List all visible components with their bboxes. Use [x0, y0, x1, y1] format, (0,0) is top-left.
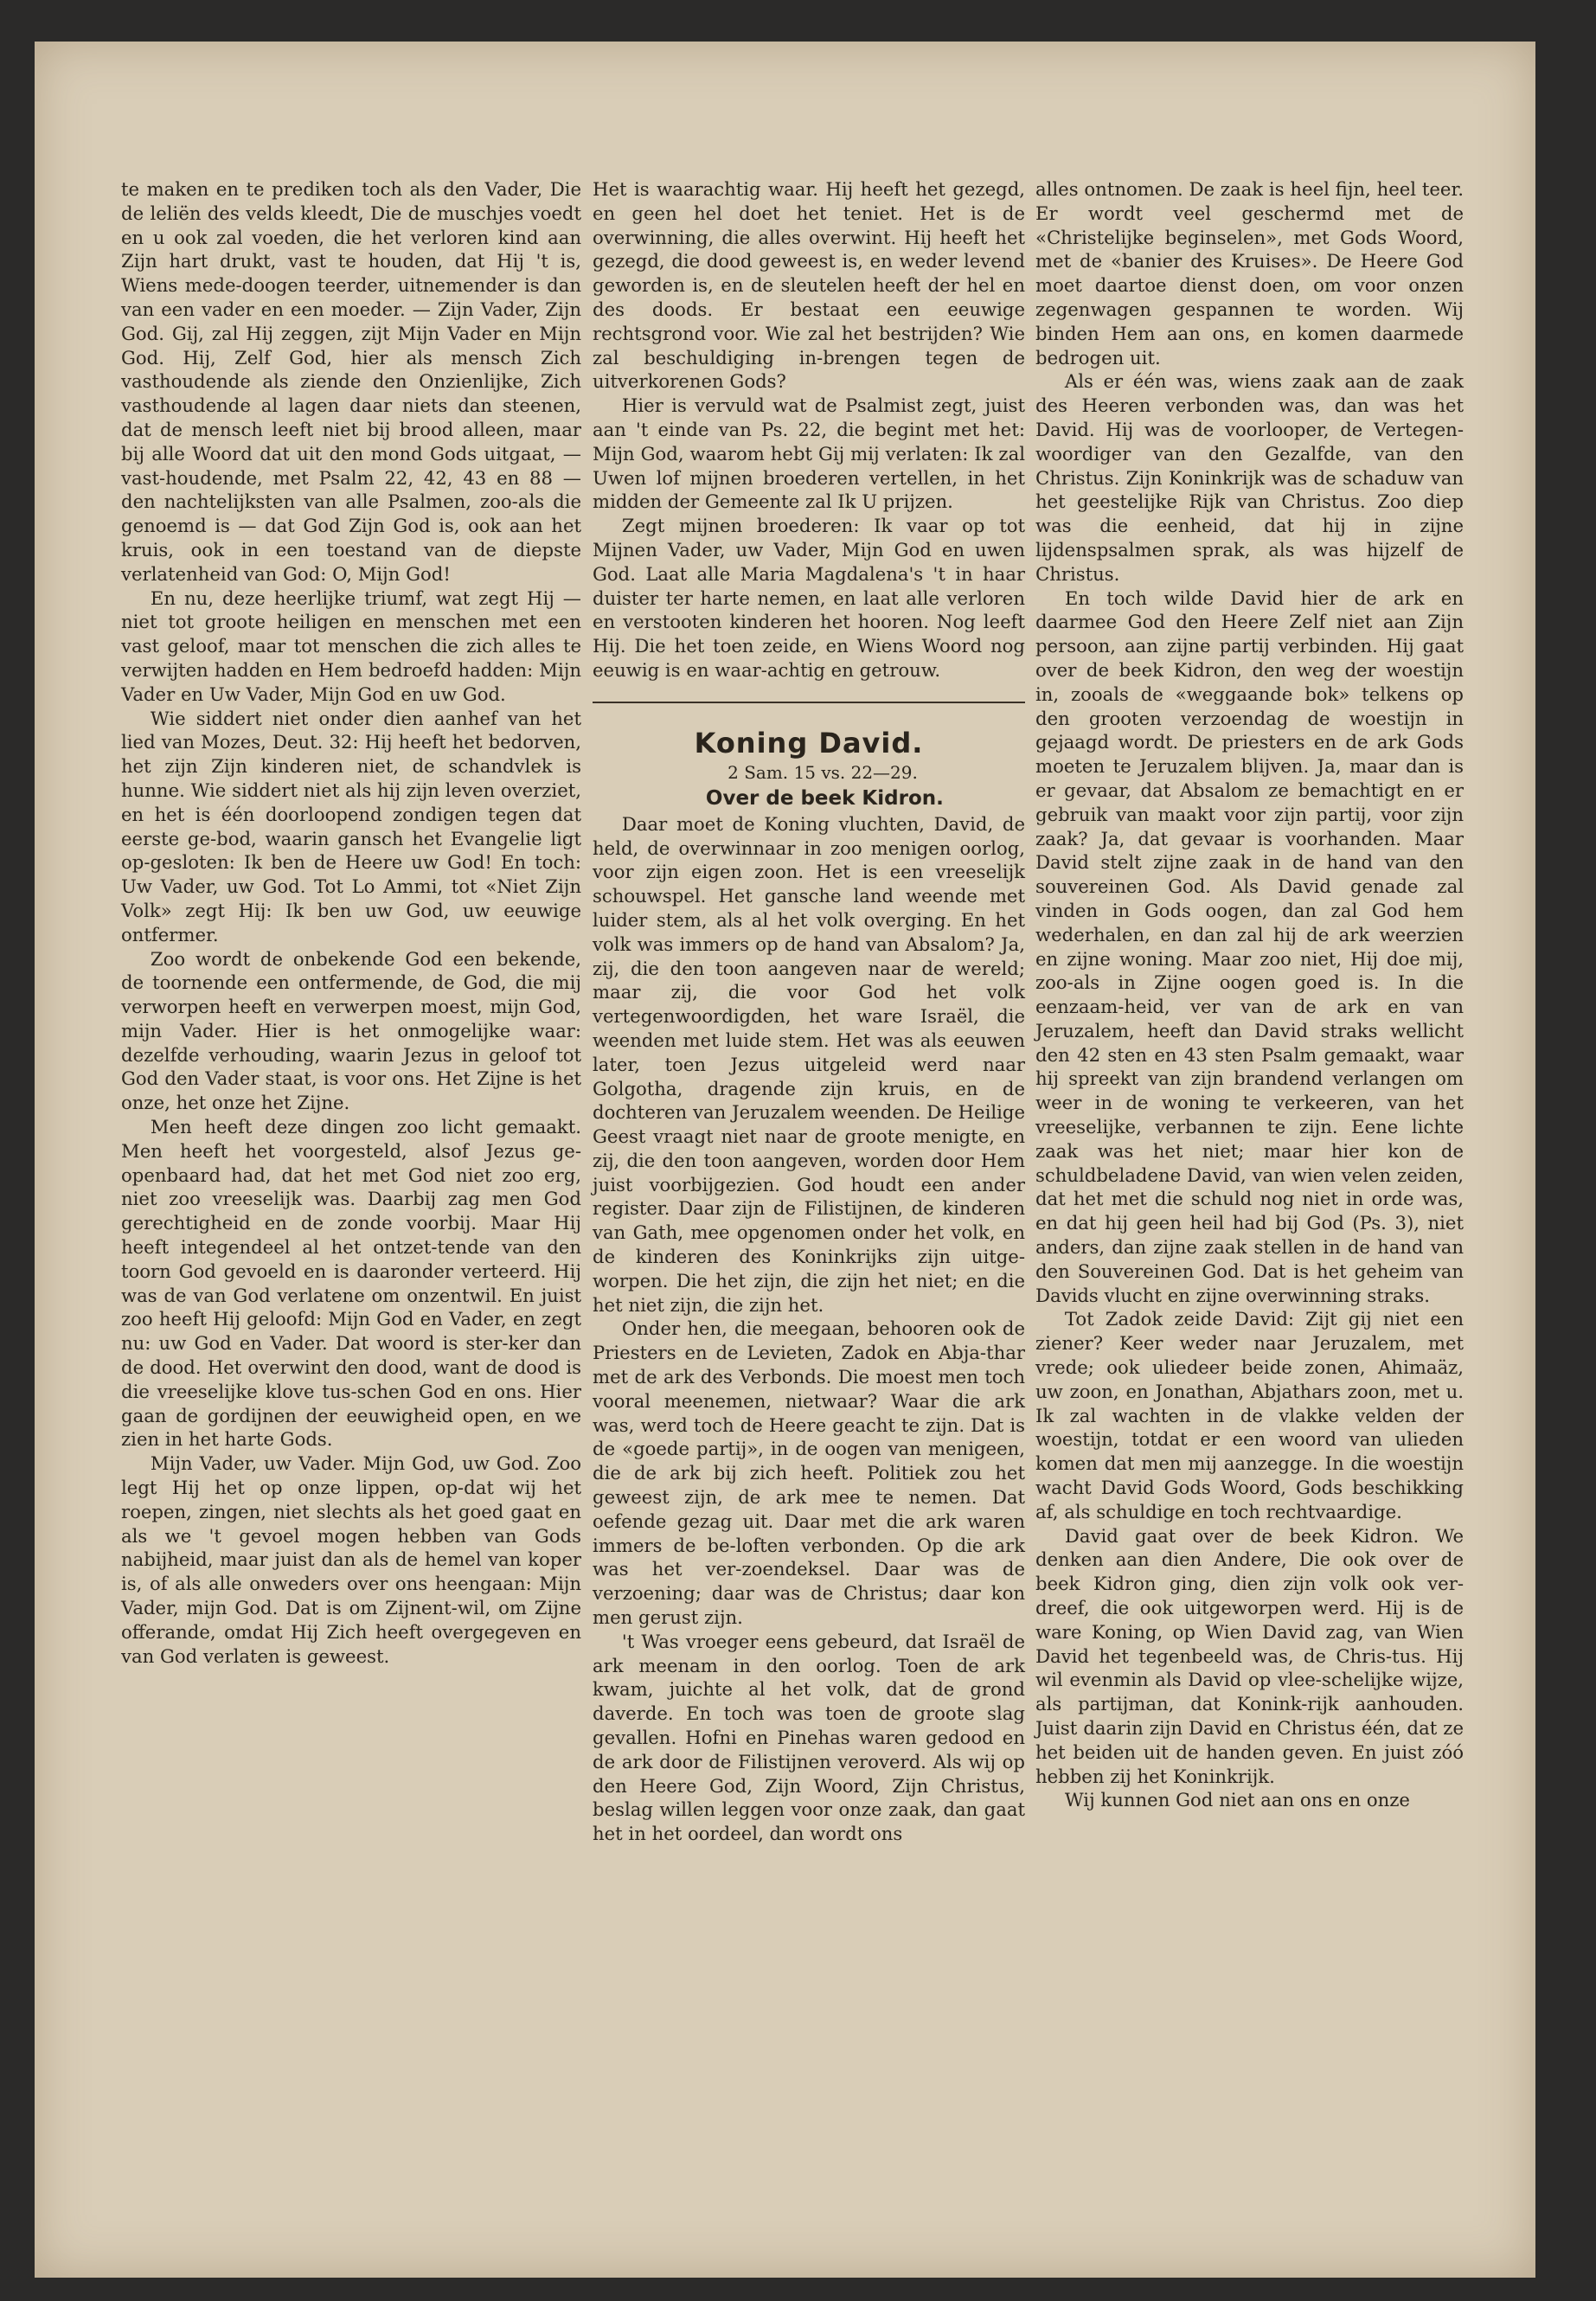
paragraph: Mijn Vader, uw Vader. Mijn God, uw God. Zoo legt Hij het op onze lippen, op-dat wij het roepen, zingen, niet slechts als het goed gaat en als we 't gevoel mogen hebben van Gods nabijheid, maar juist dan als de hemel van koper is, of als alle onweders over ons heengaan: Mijn Vader, mijn God. Dat is om Zijnent-wil, om Zijne offerande, omdat Hij Zich heeft overgegeven en van God verlaten is geweest. [121, 1452, 581, 1667]
section-divider [593, 702, 1025, 703]
paragraph: Hier is vervuld wat de Psalmist zegt, juist aan 't einde van Ps. 22, die begint met het: Mijn God, waarom hebt Gij mij verlaten: Ik zal Uwen lof mijnen broederen vertellen, in het midden der Gemeente zal Ik U prijzen. [593, 394, 1025, 513]
paragraph: Wie siddert niet onder dien aanhef van het lied van Mozes, Deut. 32: Hij heeft het bedorven, het zijn Zijn kinderen niet, de schandvlek is hunne. Wie siddert niet als hij zijn leven overziet, en het is één doorloopend zondigen tegen dat eerste ge-bod, waarin gansch het Evangelie ligt op-gesloten: Ik ben de Heere uw God! En toch: Uw Vader, uw God. Tot Lo Ammi, tot «Niet Zijn Volk» zegt Hij: Ik ben uw God, uw eeuwige ontfermer. [121, 707, 581, 945]
paragraph: Wij kunnen God niet aan ons en onze [1064, 1789, 1410, 1811]
column-middle [593, 177, 1025, 1846]
paragraph: Zegt mijnen broederen: Ik vaar op tot Mijnen Vader, uw Vader, Mijn God en uwen God. Laat alle Maria Magdalena's 't in haar duister ter harte nemen, en laat alle verloren en verstooten kinderen het hooren. Nog leeft Hij. Die het toen zeide, en Wiens Woord nog eeuwig is en waar-achtig en getrouw. [593, 515, 1025, 681]
column-right [1035, 177, 1464, 1812]
paragraph: Tot Zadok zeide David: Zijt gij niet een ziener? Keer weder naar Jeruzalem, met vrede; ook uliedeer beide zonen, Ahimaäz, uw zoon, en Jonathan, Abjathars zoon, met u. Ik zal wachten in de vlakke velden der woestijn, totdat er een woord van ulieden komen dat men mij aanzegge. In die woestijn wacht David Gods Woord, Gods beschikking af, als schuldige en toch rechtvaardige. [1035, 1308, 1464, 1522]
scripture-reference: 2 Sam. 15 vs. 22—29. [727, 761, 918, 783]
column-left [121, 177, 581, 1668]
paragraph: Als er één was, wiens zaak aan de zaak des Heeren verbonden was, dan was het David. Hij was de voorlooper, de Vertegen-woordiger van den Gezalfde, van den Christus. Zijn Koninkrijk was de schaduw van het geestelijke Rijk van Christus. Zoo diep was die eenheid, dat hij in zijne lijdenspsalmen sprak, als was hijzelf de Christus. [1035, 370, 1464, 585]
paragraph: alles ontnomen. De zaak is heel fijn, heel teer. Er wordt veel geschermd met de «Christelijke beginselen», met Gods Woord, met de «banier des Kruises». De Heere God moet daartoe dienst doen, om voor onzen zegenwagen gespannen te worden. Wij binden Hem aan ons, en komen daarmede bedrogen uit. [1035, 178, 1464, 369]
paragraph: Men heeft deze dingen zoo licht gemaakt. Men heeft het voorgesteld, alsof Jezus ge-openbaard had, dat het met God niet zoo erg, niet zoo vreeselijk was. Daarbij zag men God gerechtigheid en de zonde voorbij. Maar Hij heeft integendeel al het ontzet-tende van den toorn God gevoeld en is daaronder verteerd. Hij was de van God verlatene om onzentwil. En juist zoo heeft Hij geloofd: Mijn God en Vader, en zegt nu: uw God en Vader. Dat woord is ster-ker dan de dood. Het overwint den dood, want de dood is die vreeselijke klove tus-schen God en ons. Hier gaan de gordijnen der eeuwigheid open, en we zien in het harte Gods. [121, 1116, 581, 1451]
article-subtitle: Over de beek Kidron. [705, 786, 944, 810]
paragraph: Onder hen, die meegaan, behooren ook de Priesters en de Levieten, Zadok en Abja-thar met de ark des Verbonds. Die moest men toch vooral meenemen, nietwaar? Waar die ark was, werd toch de Heere geacht te zijn. Dat is de «goede partij», in de oogen van menigeen, die de ark bij zich heeft. Politiek zou het geweest zijn, de ark mee te nemen. Dat oefende gezag uit. Daar met die ark waren immers de be-loften verbonden. Op die ark was het ver-zoendeksel. Daar was de verzoening; daar was de Christus; daar kon men gerust zijn. [593, 1317, 1025, 1629]
paragraph: te maken en te prediken toch als den Vader, Die de leliën des velds kleedt, Die de muschjes voedt en u ook zal voeden, die het verloren kind aan Zijn hart drukt, vast te houden, dat Hij 't is, Wiens mede-doogen teerder, uitnemender is dan van een vader en een moeder. — Zijn Vader, Zijn God. Gij, zal Hij zeggen, zijt Mijn Vader en Mijn God. Hij, Zelf God, hier als mensch Zich vasthoudende als ziende den Onzienlijke, Zich vasthoudende al lagen daar niets dan steenen, dat de mensch leeft niet bij brood alleen, maar bij alle Woord dat uit den mond Gods uitgaat, — vast-houdende, met Psalm 22, 42, 43 en 88 — den nachtelijksten van alle Psalmen, zoo-als die genoemd is — dat God Zijn God is, ook aan het kruis, ook in een toestand van de diepste verlatenheid van God: O, Mijn God! [121, 178, 581, 585]
paragraph: Het is waarachtig waar. Hij heeft het gezegd, en geen hel doet het teniet. Het is de overwinning, die alles overwint. Hij heeft het gezegd, die dood geweest is, en weder levend geworden is, en de sleutelen heeft der hel en des doods. Er bestaat een eeuwige rechtsgrond voor. Wie zal het bestrijden? Wie zal beschuldiging in-brengen tegen de uitverkorenen Gods? [593, 178, 1025, 393]
paragraph: 't Was vroeger eens gebeurd, dat Israël de ark meenam in den oorlog. Toen de ark kwam, juichte al het volk, dat de grond daverde. En toch was toen de groote slag gevallen. Hofni en Pinehas waren gedood en de ark door de Filistijnen veroverd. Als wij op den Heere God, Zijn Woord, Zijn Christus, beslag willen leggen voor onze zaak, dan gaat het in het oordeel, dan wordt ons [593, 1630, 1025, 1845]
article-title: Koning David. [694, 726, 924, 760]
paragraph: David gaat over de beek Kidron. We denken aan dien Andere, Die ook over de beek Kidron ging, dien zijn volk ook ver-dreef, die ook uitgeworpen werd. Hij is de ware Koning, op Wien David zag, van Wien David het tegenbeeld was, de Chris-tus. Hij wil evenmin als David op vlee-schelijke wijze, als partijman, dat Konink-rijk aanhouden. Juist daarin zijn David en Christus één, dat ze het beiden uit de handen geven. En juist zóó hebben zij het Koninkrijk. [1035, 1524, 1464, 1787]
paragraph: Zoo wordt de onbekende God een bekende, de toornende een ontfermende, de God, die mij verworpen heeft en verwerpen moest, mijn God, mijn Vader. Hier is het onmogelijke waar: dezelfde verhouding, waarin Jezus in geloof tot God den Vader staat, is voor ons. Het Zijne is het onze, het onze het Zijne. [121, 947, 581, 1114]
paragraph: En nu, deze heerlijke triumf, wat zegt Hij — niet tot groote heiligen en menschen met een vast geloof, maar tot menschen die zich alles te verwijten hadden en Hem bedroefd hadden: Mijn Vader en Uw Vader, Mijn God en uw God. [121, 586, 581, 705]
paragraph: En toch wilde David hier de ark en daarmee God den Heere Zelf niet aan Zijn persoon, aan zijne partij verbinden. Hij gaat over de beek Kidron, den weg der woestijn in, zooals de «weggaande bok» telkens op den grooten verzoendag de woestijn in gejaagd wordt. De priesters en de ark Gods moeten te Jeruzalem blijven. Ja, maar dan is er gevaar, dat Absalom ze bemachtigt en er gebruik van maakt voor zijn partij, voor zijn zaak? Ja, dat gevaar is voorhanden. Maar David stelt zijne zaak in de hand van den souvereinen God. Als David genade zal vinden in Gods oogen, dan zal God hem wederhalen, en dan zal hij de ark weerzien en zijne woning. Maar zoo niet, Hij doe mij, zoo-als in Zijne oogen goed is. In die eenzaam-heid, ver van de ark en van Jeruzalem, heeft dan David straks wellicht den 42 sten en 43 sten Psalm gemaakt, waar hij spreekt van zijn brandend verlangen om weer in de woning te verkeeren, van het vreeselijke, verbannen te zijn. Eene lichte zaak was het niet; maar hier kon de schuldbeladene David, van wien velen zeiden, dat het met die schuld nog niet in orde was, en dat hij geen heil had bij God (Ps. 3), niet anders, dan zijne zaak stellen in de hand van den Souvereinen God. Dat is het geheim van Davids vlucht en zijne overwinning straks. [1035, 586, 1464, 1306]
paragraph: Daar moet de Koning vluchten, David, de held, de overwinnaar in zoo menigen oorlog, voor zijn eigen zoon. Het is een vreeselijk schouwspel. Het gansche land weende met luider stem, als al het volk overging. En het volk was immers op de hand van Absalom? Ja, zij, die den toon aangeven naar de wereld; maar zij, die voor God het volk vertegenwoordigden, het ware Israël, die weenden met luide stem. Het was als eeuwen later, toen Jezus uitgeleid werd naar Golgotha, dragende zijn kruis, en de dochteren van Jeruzalem weenden. De Heilige Geest vraagt niet naar de groote menigte, en zij, die den toon aangeven, worden door Hem juist voorbijgezien. God houdt een ander register. Daar zijn de Filistijnen, de kinderen van Gath, mee opgenomen onder het volk, en de kinderen des Koninkrijks zijn uitge-worpen. Die het zijn, die zijn het niet; en die het niet zijn, die zijn het. [593, 812, 1025, 1316]
